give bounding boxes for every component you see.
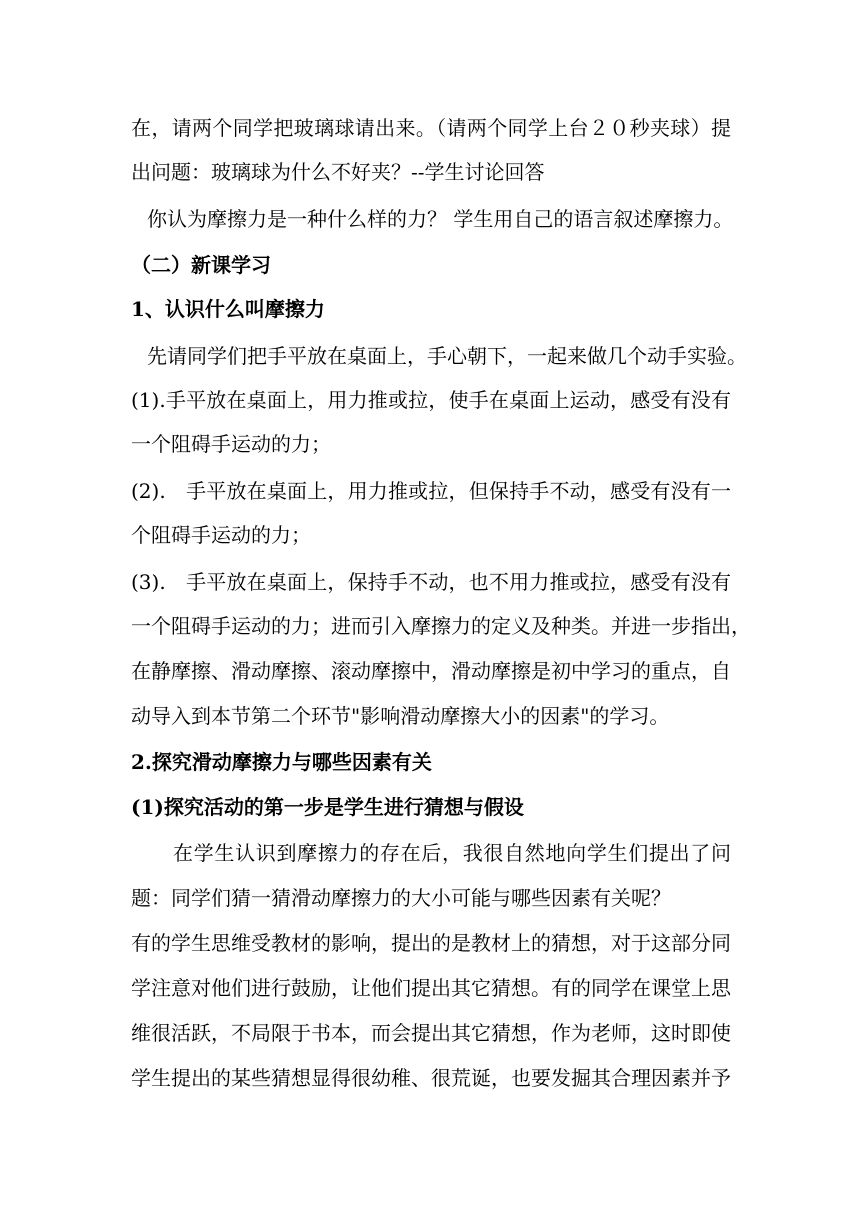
paragraph-line: 维很活跃，不局限于书本，而会提出其它猜想，作为老师，这时即使 [131,1021,731,1045]
subsection-heading: 1、认识什么叫摩擦力 [131,297,325,321]
list-item-line: 个阻碍手运动的力； [131,523,311,547]
paragraph-line: 先请同学们把手平放在桌面上，手心朝下，一起来做几个动手实验。 [147,344,747,368]
list-item-line: 一个阻碍手运动的力； [131,432,331,456]
section-heading: （二）新课学习 [131,253,271,277]
list-item-line: (1).手平放在桌面上，用力推或拉，使手在桌面上运动，感受有没有 [131,388,731,412]
paragraph-line: 在，请两个同学把玻璃球请出来。（请两个同学上台２０秒夹球）提 [131,116,731,140]
step-heading: (1)探究活动的第一步是学生进行猜想与假设 [131,795,524,819]
paragraph-line: 出问题：玻璃球为什么不好夹？--学生讨论回答 [131,160,545,184]
paragraph-line: 动导入到本节第二个环节"影响滑动摩擦大小的因素"的学习。 [131,704,670,728]
list-item-line: (2). 手平放在桌面上，用力推或拉，但保持手不动，感受有没有一 [131,479,731,503]
list-item-line: (3). 手平放在桌面上，保持手不动，也不用力推或拉，感受有没有 [131,570,731,594]
paragraph-line: 学注意对他们进行鼓励，让他们提出其它猜想。有的同学在课堂上思 [131,976,731,1000]
paragraph-line: 在学生认识到摩擦力的存在后，我很自然地向学生们提出了问 [173,841,731,865]
paragraph-line: 你认为摩擦力是一种什么样的力？ 学生用自己的语言叙述摩擦力。 [147,207,734,231]
paragraph-line: 学生提出的某些猜想显得很幼稚、很荒诞，也要发掘其合理因素并予 [131,1066,731,1090]
paragraph-line: 一个阻碍手运动的力；进而引入摩擦力的定义及种类。并进一步指出， [131,614,751,638]
paragraph-line: 有的学生思维受教材的影响，提出的是教材上的猜想，对于这部分同 [131,931,731,955]
subsection-heading: 2.探究滑动摩擦力与哪些因素有关 [131,750,432,774]
paragraph-line: 题：同学们猜一猜滑动摩擦力的大小可能与哪些因素有关呢？ [131,886,671,910]
paragraph-line: 在静摩擦、滑动摩擦、滚动摩擦中，滑动摩擦是初中学习的重点，自 [131,659,731,683]
